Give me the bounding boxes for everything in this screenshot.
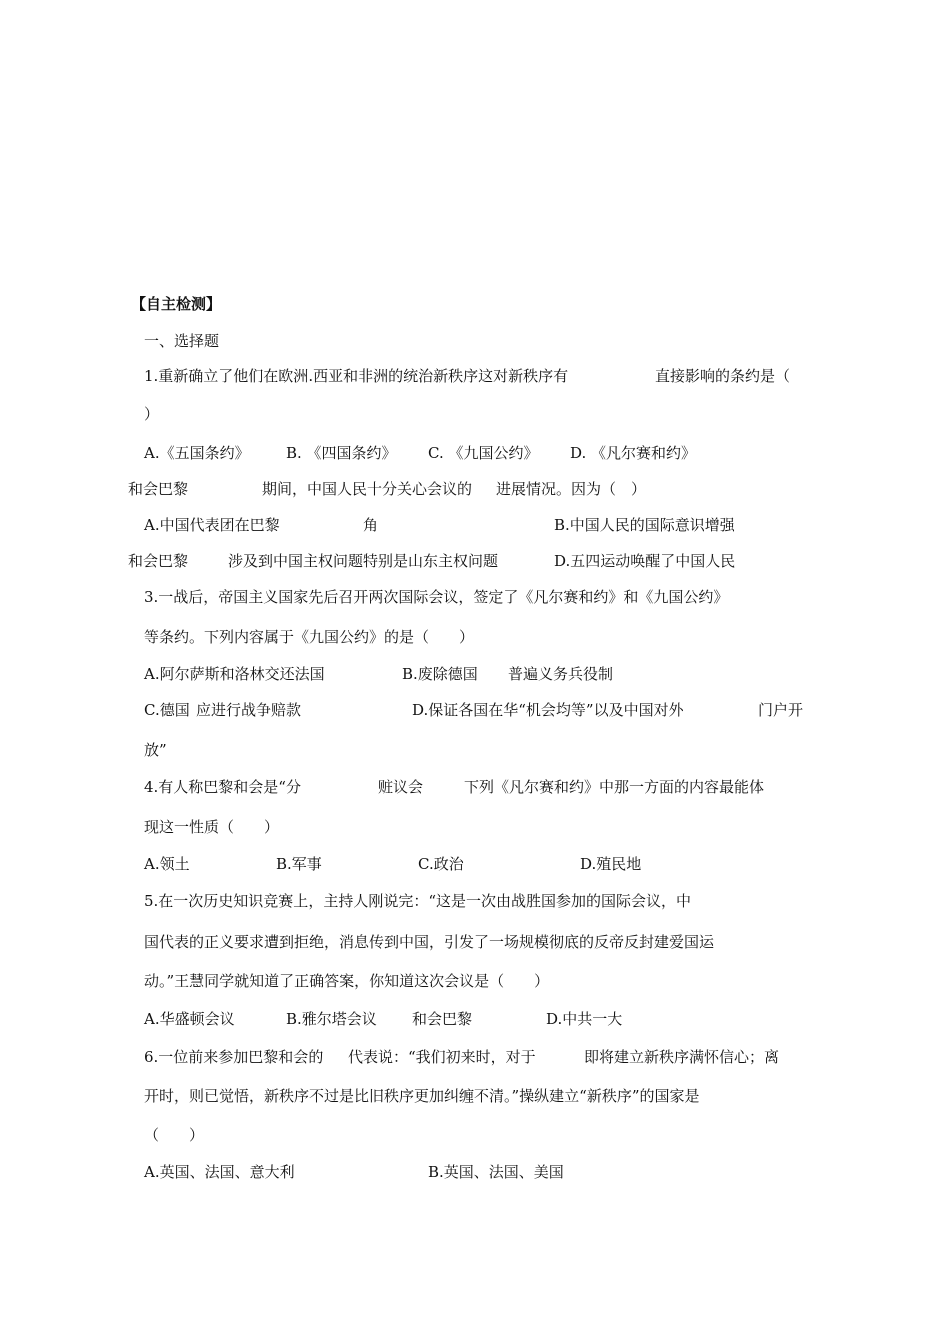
q3-option-c-part2: 应进行战争赔款 bbox=[196, 701, 302, 719]
q5-option-c: 和会巴黎 bbox=[412, 1010, 473, 1028]
q5-stem-line3: 动。”王慧同学就知道了正确答案，你知道这次会议是（ ） bbox=[144, 972, 550, 990]
q6-stem-line2: 开时，则已觉悟，新秩序不过是比旧秩序更加纠缠不清。”操纵建立“新秩序”的国家是 bbox=[144, 1087, 700, 1105]
q4-stem-part-a: 4.有人称巴黎和会是“分 bbox=[144, 778, 301, 796]
q3-option-d-part3: 放” bbox=[144, 741, 167, 759]
q2-stem-part-b: 期间，中国人民十分关心会议的 bbox=[262, 480, 473, 498]
q4-option-c: C.政治 bbox=[418, 855, 464, 873]
q3-stem-line1: 3.一战后，帝国主义国家先后召开两次国际会议，签定了《凡尔赛和约》和《九国公约》 bbox=[144, 588, 729, 606]
q4-stem-part-b: 赃议会 bbox=[378, 778, 424, 796]
q4-stem-line2: 现这一性质（ ） bbox=[144, 818, 280, 836]
q2-stem-part-c: 进展情况。因为（ ） bbox=[496, 480, 647, 498]
q5-option-b: B.雅尔塔会议 bbox=[286, 1010, 377, 1028]
q1-option-b: B. 《四国条约》 bbox=[286, 444, 397, 462]
q2-stem-part-a: 和会巴黎 bbox=[128, 480, 189, 498]
q4-stem-part-c: 下列《凡尔赛和约》中那一方面的内容最能体 bbox=[464, 778, 765, 796]
q3-option-a: A.阿尔萨斯和洛林交还法国 bbox=[144, 665, 325, 683]
q1-stem-part-c: ） bbox=[144, 405, 160, 423]
q2-option-a-part2: 角 bbox=[363, 516, 379, 534]
q6-option-a: A.英国、法国、意大利 bbox=[144, 1163, 295, 1181]
q2-option-d: D.五四运动唤醒了中国人民 bbox=[554, 552, 736, 570]
q2-option-c-part2: 涉及到中国主权问题特别是山东主权问题 bbox=[228, 552, 499, 570]
section-heading: 【自主检测】 bbox=[131, 295, 222, 313]
q3-option-b-part1: B.废除德国 bbox=[402, 665, 478, 683]
q5-stem-line1: 5.在一次历史知识竞赛上，主持人刚说完：“这是一次由战胜国参加的国际会议，中 bbox=[144, 892, 691, 910]
q6-stem-part-a: 6.一位前来参加巴黎和会的 bbox=[144, 1048, 324, 1066]
q4-option-b: B.军事 bbox=[276, 855, 322, 873]
question-type-label: 一、选择题 bbox=[144, 332, 220, 350]
q6-stem-part-c: 即将建立新秩序满怀信心；离 bbox=[584, 1048, 780, 1066]
q1-stem-part-b: 直接影响的条约是（ bbox=[655, 367, 791, 385]
q6-option-b: B.英国、法国、美国 bbox=[428, 1163, 564, 1181]
q3-option-c-part1: C.德国 bbox=[144, 701, 190, 719]
q3-option-d-part1: D.保证各国在华“机会均等”以及中国对外 bbox=[412, 701, 684, 719]
q6-stem-line3: （ ） bbox=[144, 1126, 205, 1144]
q4-option-a: A.领土 bbox=[144, 855, 190, 873]
q3-stem-line2: 等条约。下列内容属于《九国公约》的是（ ） bbox=[144, 628, 475, 646]
q1-stem-part-a: 1.重新确立了他们在欧洲.西亚和非洲的统治新秩序这对新秩序有 bbox=[144, 367, 569, 385]
q6-stem-part-b: 代表说：“我们初来时，对于 bbox=[348, 1048, 536, 1066]
q1-option-c: C. 《九国公约》 bbox=[428, 444, 539, 462]
q5-option-a: A.华盛顿会议 bbox=[144, 1010, 235, 1028]
q1-stem-line1 bbox=[144, 366, 568, 386]
q2-option-b: B.中国人民的国际意识增强 bbox=[554, 516, 735, 534]
q2-option-c-part1: 和会巴黎 bbox=[128, 552, 189, 570]
q3-option-d-part2: 门户开 bbox=[758, 701, 804, 719]
q1-option-a: A.《五国条约》 bbox=[144, 444, 250, 462]
q2-option-a-part1: A.中国代表团在巴黎 bbox=[144, 516, 280, 534]
q5-option-d: D.中共一大 bbox=[546, 1010, 623, 1028]
q4-option-d: D.殖民地 bbox=[580, 855, 642, 873]
q3-option-b-part2: 普遍义务兵役制 bbox=[508, 665, 614, 683]
q1-option-d: D. 《凡尔赛和约》 bbox=[570, 444, 697, 462]
q5-stem-line2: 国代表的正义要求遭到拒绝，消息传到中国，引发了一场规模彻底的反帝反封建爱国运 bbox=[144, 933, 715, 951]
